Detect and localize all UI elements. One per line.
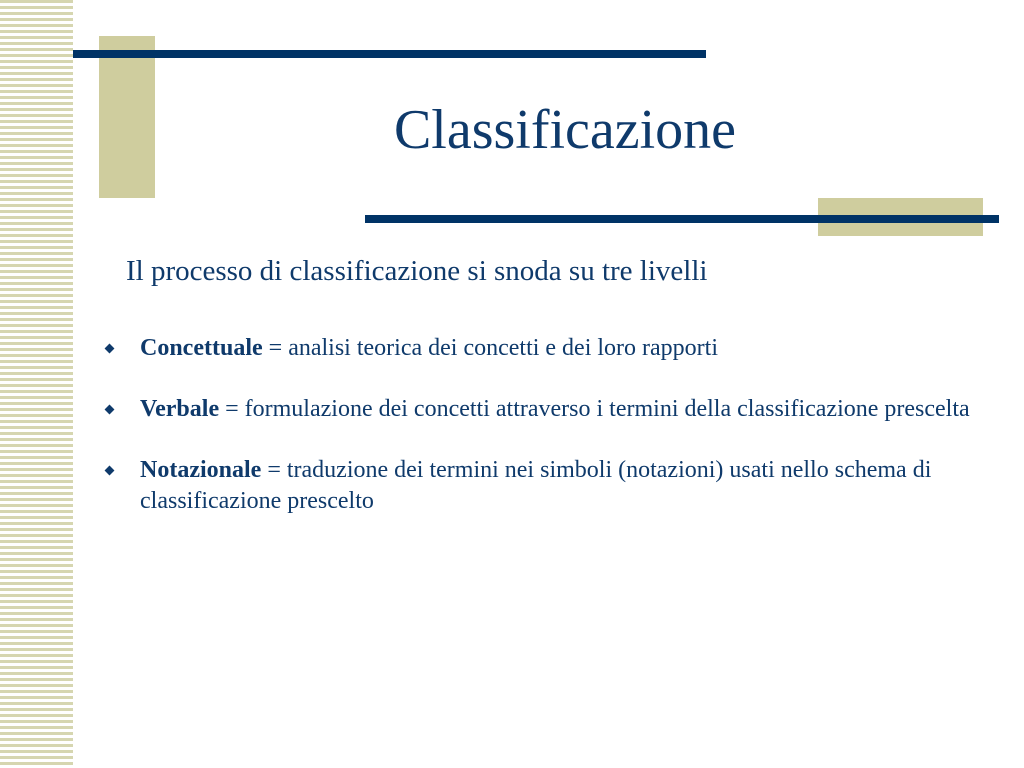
bullet-term: Verbale (140, 396, 220, 422)
bullet-separator: = (219, 396, 245, 422)
bullet-item-notazionale (100, 455, 990, 517)
bullet-separator: = (261, 457, 287, 483)
decorative-block-top (99, 36, 155, 198)
bullet-definition: formulazione dei concetti attraverso i termini della classificazione prescelta (244, 396, 970, 422)
bullet-definition: traduzione dei termini nei simboli (notazioni) usati nello schema di classificazione prescelto (140, 457, 932, 514)
bullet-definition: analisi teorica dei concetti e dei loro rapporti (288, 335, 719, 361)
bullet-item-verbale (100, 394, 990, 425)
title-rule-top (73, 50, 706, 58)
diamond-bullet-icon (105, 344, 115, 354)
diamond-bullet-icon (105, 466, 115, 476)
bullet-term: Concettuale (140, 335, 263, 361)
title-rule-bottom (365, 215, 999, 223)
bullet-term: Notazionale (140, 457, 262, 483)
diamond-bullet-icon (105, 405, 115, 415)
decorative-stripe-band (0, 0, 73, 768)
slide-title: Classificazione (393, 99, 737, 161)
bullet-list (100, 333, 990, 547)
intro-text: Il processo di classificazione si snoda su tre livelli (126, 255, 708, 287)
bullet-separator: = (262, 335, 289, 361)
bullet-item-concettuale (100, 333, 990, 364)
